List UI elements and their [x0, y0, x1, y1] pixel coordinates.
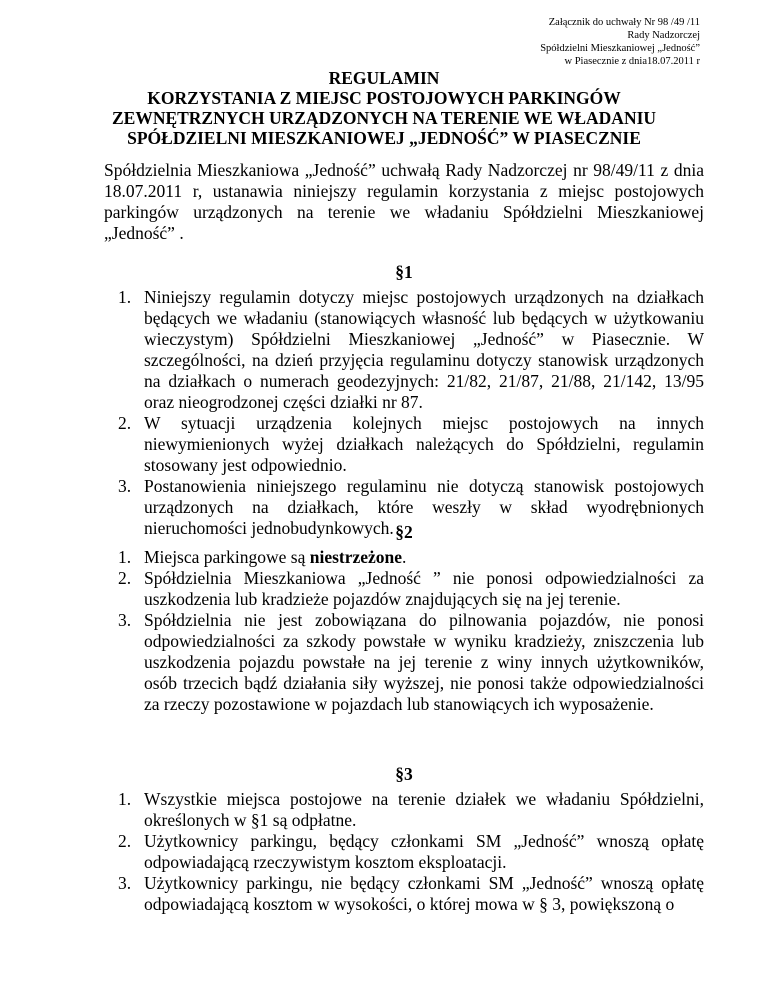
document-title: [40, 68, 728, 148]
item-number: 1.: [118, 287, 132, 307]
item-number: 2.: [118, 568, 132, 588]
title-line: ZEWNĘTRZNYCH URZĄDZONYCH NA TERENIE WE WŁADANIU: [111, 108, 657, 128]
item-text: .: [402, 547, 407, 567]
attachment-note-line: Spółdzielni Mieszkaniowej „Jedność”: [540, 43, 700, 54]
section-3: [104, 764, 704, 915]
attachment-note: [400, 16, 700, 68]
item-number: 3.: [118, 476, 132, 496]
title-line: KORZYSTANIA Z MIEJSC POSTOJOWYCH PARKINGÓW: [147, 88, 621, 108]
section-list: [104, 789, 704, 915]
title-line: REGULAMIN: [328, 68, 440, 88]
list-item: [118, 789, 704, 831]
section-heading: §1: [395, 262, 413, 282]
item-number: 1.: [118, 547, 132, 567]
title-line: SPÓŁDZIELNI MIESZKANIOWEJ „JEDNOŚĆ” W PIASECZNIE: [127, 128, 641, 148]
list-item: [118, 568, 704, 610]
section-1: [104, 262, 704, 539]
list-item: [118, 610, 704, 715]
item-number: 3.: [118, 610, 132, 630]
item-number: 2.: [118, 831, 132, 851]
list-item: [118, 831, 704, 873]
section-heading: §2: [395, 522, 413, 542]
item-emphasis: niestrzeżone: [309, 547, 403, 567]
section-heading: §3: [395, 764, 413, 784]
item-text: W sytuacji urządzenia kolejnych miejsc postojowych na innych niewymienionych wyżej działkach należących do Spółdzielni, regulamin stosowany jest odpowiednio.: [144, 413, 704, 475]
attachment-note-line: w Piasecznie z dnia18.07.2011 r: [564, 56, 700, 67]
item-text: Miejsca parkingowe są: [144, 547, 310, 567]
item-text: Spółdzielnia Mieszkaniowa „Jedność ” nie ponosi odpowiedzialności za uszkodzenia lub kradzieże pojazdów znajdujących się na jej terenie.: [144, 568, 704, 609]
item-number: 1.: [118, 789, 132, 809]
item-number: 2.: [118, 413, 132, 433]
list-item: [118, 873, 704, 915]
section-2: [104, 522, 704, 715]
list-item: [118, 547, 704, 568]
list-item: [118, 287, 704, 413]
attachment-note-line: Rady Nadzorczej: [627, 30, 700, 41]
item-text: Spółdzielnia nie jest zobowiązana do pilnowania pojazdów, nie ponosi odpowiedzialności za szkody powstałe w wyniku kradzieży, zniszczenia lub uszkodzenia pojazdu powstałe na jej terenie z winy innych użytkowników, osób trzecich bądź działania siły wyższej, nie ponosi także odpowiedzialności za rzeczy pozostawione w pojazdach lub stanowiących ich wyposażenie.: [144, 610, 704, 714]
attachment-note-line: Załącznik do uchwały Nr 98 /49 /11: [548, 17, 700, 28]
list-item: [118, 413, 704, 476]
intro-paragraph: Spółdzielnia Mieszkaniowa „Jedność” uchwałą Rady Nadzorczej nr 98/49/11 z dnia 18.07.2011 r, ustanawia niniejszy regulamin korzystania z miejsc postojowych parkingów urządzonych na terenie we władaniu Spółdzielni Mieszkaniowej „Jedność” .: [104, 160, 704, 243]
item-text: Użytkownicy parkingu, nie będący członkami SM „Jedność” wnoszą opłatę odpowiadającą kosztom w wysokości, o której mowa w § 3, powiększoną o: [144, 873, 704, 914]
item-text: Niniejszy regulamin dotyczy miejsc postojowych urządzonych na działkach będących we władaniu (stanowiących własność lub będących w użytkowaniu wieczystym) Spółdzielni Mieszkaniowej „Jedność” w Piasecznie. W szczególności, na dzień przyjęcia regulaminu dotyczy stanowisk urządzonych na działkach o numerach geodezyjnych: 21/82, 21/87, 21/88, 21/142, 13/95 oraz nieogrodzonej części działki nr 87.: [144, 287, 704, 412]
item-number: 3.: [118, 873, 132, 893]
item-text: Użytkownicy parkingu, będący członkami SM „Jedność” wnoszą opłatę odpowiadającą rzeczywistym kosztom eksploatacji.: [144, 831, 704, 872]
item-text: Wszystkie miejsca postojowe na terenie działek we władaniu Spółdzielni, określonych w §1 są odpłatne.: [144, 789, 704, 830]
section-list: [104, 547, 704, 715]
section-list: [104, 287, 704, 539]
item-text: Postanowienia niniejszego regulaminu nie dotyczą stanowisk postojowych urządzonych na działkach, które weszły w skład wyodrębnionych nieruchomości jednobudynkowych.: [144, 476, 704, 538]
